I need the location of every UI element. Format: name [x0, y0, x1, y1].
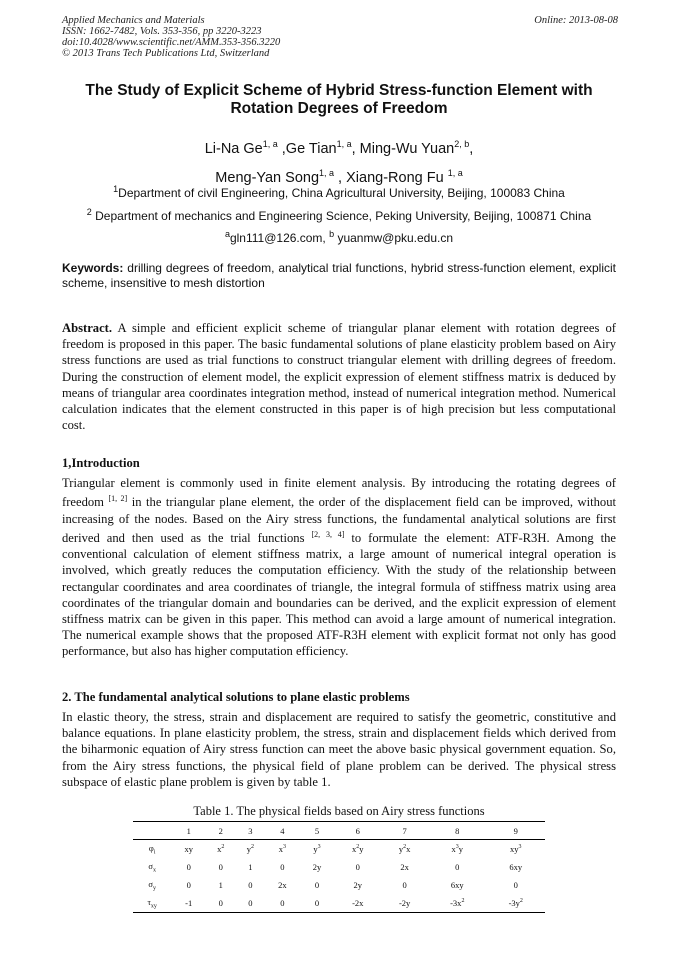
paper-title	[40, 82, 638, 118]
row-label	[133, 876, 171, 894]
author-name: Li-Na Ge	[204, 140, 263, 157]
cell-term: 0	[248, 880, 253, 890]
cell-exponent: 3	[518, 844, 522, 851]
table-cell	[334, 876, 381, 894]
keywords-text: drilling degrees of freedom, analytical trial functions, hybrid stress-function element, explicit scheme, insensitive to mesh distortion	[62, 261, 616, 290]
cell-term: 6xy	[450, 880, 464, 890]
cell-term: 2x	[400, 862, 409, 872]
author-line-1	[40, 132, 638, 161]
table-header-cell: 4	[265, 822, 300, 840]
cell-term: x	[352, 844, 357, 854]
cell-term: -2y	[398, 898, 411, 908]
affil-number: 1	[113, 184, 119, 194]
doi-line[interactable]: doi:10.4028/www.scientific.net/AMM.353-356.3220	[62, 37, 281, 48]
cell-exponent: 3	[455, 844, 459, 851]
cell-term: 0	[218, 862, 223, 872]
row-label-subscript: x	[152, 867, 156, 874]
table-cell	[236, 894, 266, 913]
table-cell	[171, 858, 206, 876]
table-cell	[236, 858, 266, 876]
cell-term: 2y	[353, 880, 362, 890]
cell-exponent: 2	[356, 844, 360, 851]
row-label-symbol: σ	[148, 878, 153, 889]
physical-fields-table	[133, 821, 545, 913]
table-cell	[206, 840, 236, 859]
author-list	[40, 132, 638, 190]
table-cell	[428, 894, 486, 913]
email-b[interactable]: yuanmw@pku.edu.cn	[334, 231, 454, 245]
affil-number: 2	[86, 207, 92, 217]
cell-term: -3x	[450, 898, 462, 908]
cell-term: xy	[509, 844, 519, 854]
row-label-subscript: y	[152, 885, 156, 892]
cell-exponent: 2	[221, 844, 225, 851]
author-name: , Xiang-Rong Fu	[334, 169, 448, 186]
cell-term: y	[313, 844, 318, 854]
cell-term: 0	[455, 862, 460, 872]
table-cell	[265, 876, 300, 894]
cell-term: 0	[280, 862, 285, 872]
cell-term: 0	[218, 898, 223, 908]
issn-line: ISSN: 1662-7482, Vols. 353-356, pp 3220-3223	[62, 26, 262, 37]
title-line-1: The Study of Explicit Scheme of Hybrid Stress-function Element with	[85, 82, 593, 99]
author-name: , Ming-Wu Yuan	[351, 140, 455, 157]
cell-term: 1	[218, 880, 223, 890]
row-label-symbol: φ	[148, 842, 154, 853]
table-cell	[381, 876, 428, 894]
cell-term: y	[359, 844, 364, 854]
table-cell	[334, 840, 381, 859]
author-affil-mark: 1, a	[336, 139, 352, 149]
row-label	[133, 858, 171, 876]
affil-text: Department of mechanics and Engineering Science, Peking University, Beijing, 100871 China	[91, 209, 592, 223]
table-cell	[171, 840, 206, 859]
table-cell	[265, 858, 300, 876]
author-affil-mark: 1, a	[319, 167, 335, 178]
table-cell	[428, 840, 486, 859]
author-name: ,Ge Tian	[277, 140, 337, 157]
cell-term: x	[278, 844, 284, 854]
cell-term: x	[451, 844, 456, 854]
section-2-heading: 2. The fundamental analytical solutions to plane elastic problems	[62, 690, 410, 704]
cell-term: 0	[355, 862, 360, 872]
section-2-body: In elastic theory, the stress, strain and displacement are required to satisfy the geometric, constitutive and balance equations. In plane elasticity problem, the stress, strain and displacement fields which derived from the biharmonic equation of Airy stress function can meet the above basic physical government equation. So, from the Airy stress functions, the physical field of plane problem can be derived. The physical stress subspace of elastic plane problem is given by table 1.	[62, 710, 616, 789]
abstract	[62, 320, 616, 433]
row-label	[133, 840, 171, 859]
cell-term: y	[458, 844, 464, 854]
cell-term: 0	[186, 862, 191, 872]
table-cell	[236, 876, 266, 894]
author-emails	[30, 227, 648, 245]
table-header-cell: 2	[206, 822, 236, 840]
table-caption: Table 1. The physical fields based on Airy stress functions	[193, 804, 485, 818]
cell-term: 0	[186, 880, 191, 890]
citation[interactable]: [2, 3, 4]	[311, 529, 345, 539]
table-header-cell: 1	[171, 822, 206, 840]
table-cell	[236, 840, 266, 859]
row-label-symbol: τ	[147, 896, 151, 907]
cell-term: 6xy	[509, 862, 523, 872]
table-header-cell: 9	[486, 822, 545, 840]
table-header-cell: 3	[236, 822, 266, 840]
table-cell	[300, 840, 335, 859]
table-cell	[381, 894, 428, 913]
cell-term: 0	[314, 898, 320, 908]
table-cell	[334, 894, 381, 913]
table-header-row	[133, 822, 545, 840]
abstract-label: Abstract.	[62, 321, 113, 335]
table-cell	[486, 894, 545, 913]
keywords-label: Keywords:	[62, 261, 124, 275]
cell-term: 0	[314, 880, 320, 890]
author-separator: ,	[469, 140, 474, 157]
row-label-symbol: σ	[148, 860, 153, 871]
cell-term: y	[246, 844, 251, 854]
cell-term: 0	[402, 880, 407, 890]
section-1-body: Triangular element is commonly used in finite element analysis. By introducing the rotating degrees of freedom [1, 2] in the triangular plane element, the order of the displacement field can be improved, without increasing of the nodes. Based on the Airy stress functions, the fundamental analytical solutions are first derived and then used as the trial functions [2, 3, 4] to formulate the element: ATF-R3H. Among the conventional calculation of element stiffness matrix, a large amount of numerical integral operation is involved, which greatly reduces the computation efficiency. With the study of the relationship between rectangular coordinates and area coordinates of triangle, the integral formula of stiffness matrix using area coordinates of the triangular domain and boundaries can be derived, and the explicit expression of element stiffness matrix can be given in this paper. This method can avoid a large amount of numerical integration. The numerical example shows that the proposed ATF-R3H element with explicit format not only has good performance, but also has higher computation efficiency.	[62, 476, 616, 659]
email-a[interactable]: gln111@126.com,	[229, 231, 330, 245]
row-label	[133, 894, 171, 913]
table-header-cell: 7	[381, 822, 428, 840]
cell-exponent: 3	[317, 844, 321, 851]
table-cell	[428, 858, 486, 876]
cell-term: 0	[513, 880, 518, 890]
table-cell	[300, 876, 335, 894]
author-name: Meng-Yan Song	[215, 169, 320, 186]
author-affil-mark: 1, a	[447, 167, 463, 178]
row-label-subscript: xy	[150, 903, 157, 910]
journal-name: Applied Mechanics and Materials	[62, 15, 205, 26]
cell-term: xy	[184, 844, 193, 854]
table-cell	[300, 858, 335, 876]
journal-header	[62, 15, 618, 59]
cell-exponent: 2	[519, 898, 523, 905]
table-cell	[486, 840, 545, 859]
online-date: Online: 2013-08-08	[534, 15, 618, 26]
cell-term: x	[406, 844, 411, 854]
abstract-text: A simple and efficient explicit scheme of triangular planar element with rotation degrees of freedom is proposed in this paper. The basic fundamental solutions of plane elasticity problem based on Airy stress functions are used as trial functions to construct triangular element with drilling degrees of freedom. During the construction of element model, the explicit expression of element stiffness matrix is deduced by means of triangular area coordinates integration method, instead of numerical integration method. Numerical calculation indicates that the element constructed in this paper is of high precision but less computational cost.	[62, 321, 616, 433]
cell-exponent: 2	[461, 898, 465, 905]
table-cell	[206, 858, 236, 876]
table-row	[133, 840, 545, 859]
table-cell	[300, 894, 335, 913]
table-cell	[381, 840, 428, 859]
cell-term: 2y	[312, 862, 322, 872]
keywords	[62, 261, 616, 291]
cell-term: 0	[248, 898, 253, 908]
author-affil-mark: 1, a	[262, 139, 278, 149]
section-1-heading: 1,Introduction	[62, 456, 140, 470]
affiliation-1	[30, 182, 648, 200]
citation[interactable]: [1, 2]	[108, 494, 128, 504]
table-row	[133, 858, 545, 876]
table-cell	[206, 876, 236, 894]
affiliation-2	[30, 205, 648, 223]
table-header-cell	[133, 822, 171, 840]
table-header-cell: 8	[428, 822, 486, 840]
cell-term: 1	[248, 862, 253, 872]
table-row	[133, 894, 545, 913]
table-cell	[171, 894, 206, 913]
email-mark: b	[329, 229, 335, 239]
table-cell	[171, 876, 206, 894]
title-line-2: Rotation Degrees of Freedom	[230, 100, 448, 117]
table-cell	[381, 858, 428, 876]
table-cell	[486, 858, 545, 876]
copyright-line: © 2013 Trans Tech Publications Ltd, Switzerland	[62, 48, 270, 59]
cell-term: -1	[185, 898, 193, 908]
table-cell	[265, 840, 300, 859]
table-cell	[486, 876, 545, 894]
table-cell	[428, 876, 486, 894]
cell-term: -2x	[352, 898, 364, 908]
email-mark: a	[224, 229, 230, 239]
row-label-subscript: i	[153, 849, 156, 856]
cell-term: -3y	[508, 898, 520, 908]
table-cell	[334, 858, 381, 876]
cell-term: x	[217, 844, 222, 854]
cell-exponent: 3	[283, 844, 287, 851]
table-header-cell: 6	[334, 822, 381, 840]
affil-text: Department of civil Engineering, China Agricultural University, Beijing, 100083 China	[118, 186, 565, 200]
table-row	[133, 876, 545, 894]
cell-term: 2x	[278, 880, 287, 890]
cell-exponent: 2	[403, 844, 407, 851]
table-header-cell: 5	[300, 822, 335, 840]
cell-exponent: 2	[250, 844, 254, 851]
table-cell	[265, 894, 300, 913]
author-affil-mark: 2, b	[454, 139, 470, 149]
table-cell	[206, 894, 236, 913]
cell-term: y	[398, 844, 404, 854]
cell-term: 0	[280, 898, 285, 908]
